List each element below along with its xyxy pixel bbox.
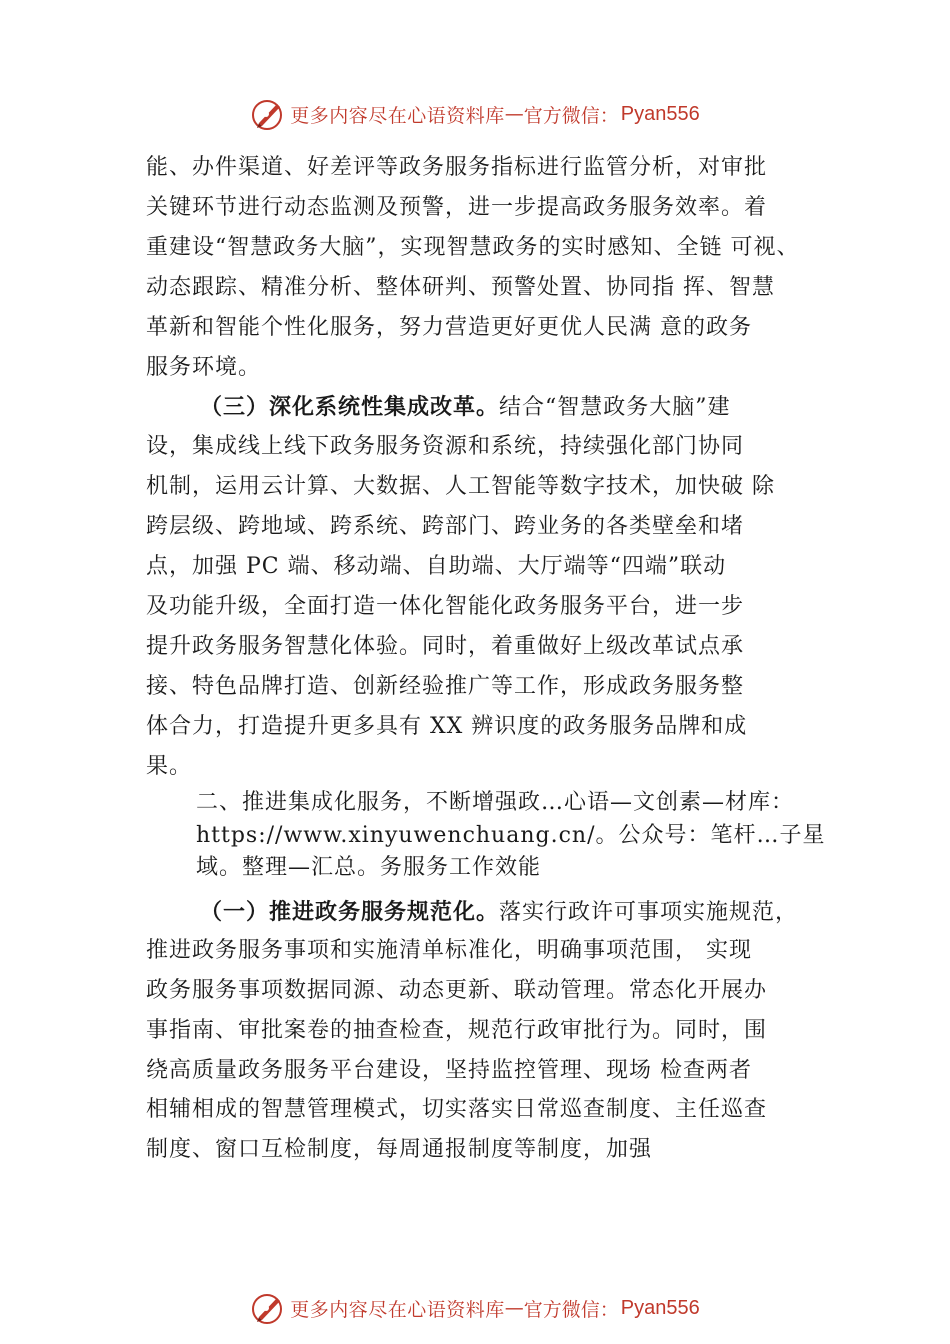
text-line: 政务服务事项数据同源、动态更新、联动管理。常态化开展办 [146,978,768,1003]
footer-wechat-id: Pyan556 [620,1296,700,1319]
text-line: 绕高质量政务服务平台建设，坚持监控管理、现场 检查两者 [146,1058,752,1083]
header-dash: — [504,103,524,125]
section-3-first-line [200,387,731,428]
footer-wechat-label: 官方微信： [523,1298,619,1321]
footer-site-name: 更多内容尽在心语资料库 [290,1298,505,1321]
text-line: 革新和智能个性化服务，努力营造更好更优人民满 意的政务 [146,315,752,340]
text-line: 及功能升级，全面打造一体化智能化政务服务平台，进一步 [146,594,745,619]
text-line: 接、特色品牌打造、创新经验推广等工作，形成政务服务整 [146,674,745,699]
text-line: 推进政务服务事项和实施清单标准化，明确事项范围， 实现 [146,938,752,963]
section-1-first-line [200,892,798,933]
text-line: 事指南、审批案卷的抽查检查，规范行政审批行为。同时，围 [146,1018,768,1043]
text-line: 设，集成线上线下政务服务资源和系统，持续强化部门协同 [146,434,745,459]
section-3-text: 结合“智慧政务大脑”建 [499,395,731,420]
section-2-heading-line: 二、推进集成化服务，不断增强政…心语—文创素—材库： [196,790,795,815]
text-line: 制度、窗口互检制度，每周通报制度等制度，加强 [146,1137,653,1162]
text-line: 点，加强 PC 端、移动端、自助端、大厅端等“四端”联动 [146,554,727,579]
pen-logo-icon [250,1290,286,1326]
section-1-heading: （一）推进政务服务规范化。 [200,899,500,925]
text-line: 关键环节进行动态监测及预警，进一步提高政务服务效率。着 [146,195,768,220]
text-line: 服务环境。 [146,355,262,380]
text-line: 重建设“智慧政务大脑”，实现智慧政务的实时感知、全链 可视、 [146,235,800,260]
section-2-heading-line: https://www.xinyuwenchuang.cn/。公众号：笔杆…子星 [196,823,826,848]
header-wechat-label: 官方微信： [523,104,619,127]
section-1-text: 落实行政许可事项实施规范， [499,900,799,925]
footer-banner [0,1288,950,1328]
text-line: 提升政务服务智慧化体验。同时，着重做好上级改革试点承 [146,634,745,659]
section-2-heading-line: 域。整理—汇总。务服务工作效能 [196,855,542,880]
text-line: 相辅相成的智慧管理模式，切实落实日常巡查制度、主任巡查 [146,1097,768,1122]
text-line: 机制，运用云计算、大数据、人工智能等数字技术，加快破 除 [146,474,775,499]
text-line: 跨层级、跨地域、跨系统、跨部门、跨业务的各类壁垒和堵 [146,514,745,539]
header-wechat-id: Pyan556 [620,102,700,125]
footer-dash: — [504,1297,524,1319]
text-line: 能、办件渠道、好差评等政务服务指标进行监管分析，对审批 [146,155,768,180]
text-line: 果。 [146,754,193,779]
text-line: 体合力，打造提升更多具有 XX 辨识度的政务服务品牌和成 [146,714,748,739]
text-line: 动态跟踪、精准分析、整体研判、预警处置、协同指 挥、智慧 [146,275,775,300]
pen-logo-icon [250,96,286,132]
header-banner [0,94,950,134]
header-site-name: 更多内容尽在心语资料库 [290,104,505,127]
section-3-heading: （三）深化系统性集成改革。 [200,394,500,420]
